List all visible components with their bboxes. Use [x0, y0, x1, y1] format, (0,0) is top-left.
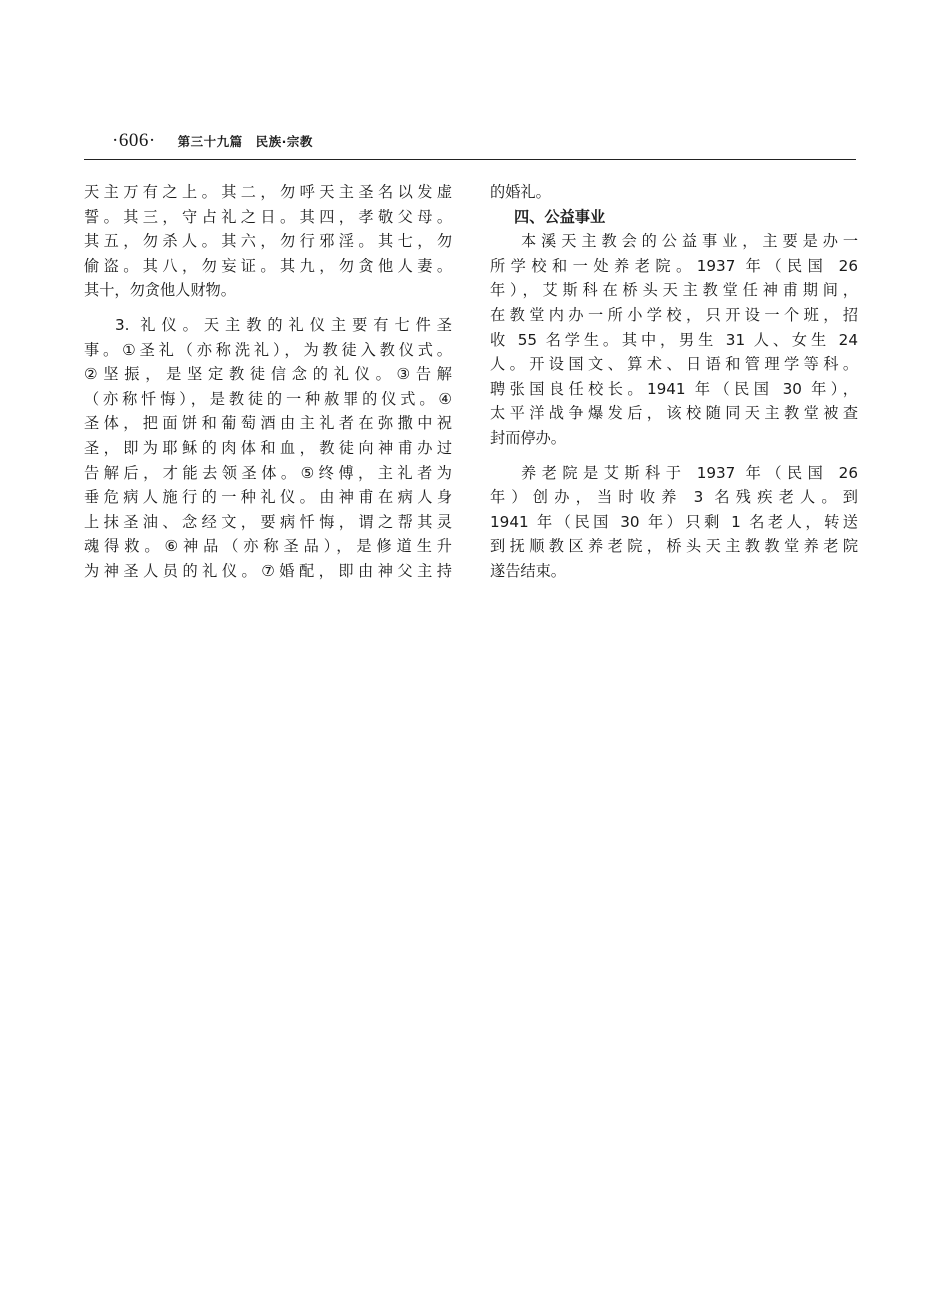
text-line: （亦称忏悔），是教徒的一种赦罪的仪式。④	[84, 389, 452, 408]
text-line: 天主万有之上。其二，勿呼天主圣名以发虚	[84, 183, 452, 201]
text-line: 1941 年（民国 30 年）只剩 1 名老人，转送	[490, 512, 858, 531]
text-line: 其十，勿贪他人财物。	[84, 281, 236, 300]
header-rule	[84, 159, 856, 160]
text-line: 誓。其三，守占礼之日。其四，孝敬父母。	[84, 207, 452, 226]
text-line: 圣体，把面饼和葡萄酒由主礼者在弥撒中祝	[84, 414, 452, 433]
text-line: 偷盗。其八，勿妄证。其九，勿贪他人妻。	[84, 256, 452, 275]
text-line: 封而停办。	[490, 428, 566, 447]
text-line: 年），艾斯科在桥头天主教堂任神甫期间，	[490, 281, 858, 300]
page-number: ·606·	[112, 130, 156, 151]
text-line: 魂得救。⑥神品（亦称圣品），是修道生升	[84, 537, 452, 556]
text-line: 告解后，才能去领圣体。⑤终傅，主礼者为	[84, 463, 452, 482]
text-line: 在教堂内办一所小学校，只开设一个班，招	[490, 305, 858, 324]
text-line: 到抚顺教区养老院，桥头天主教教堂养老院	[490, 537, 858, 556]
text-line: 事。①圣礼（亦称洗礼），为教徒入教仪式。	[84, 340, 452, 359]
text-line: 聘张国良任校长。1941 年（民国 30 年），	[490, 379, 858, 398]
text-line: 年）创办，当时收养 3 名残疾老人。到	[490, 488, 858, 507]
continuation-line: 的婚礼。	[490, 183, 551, 201]
text-line: 太平洋战争爆发后，该校随同天主教堂被查	[490, 404, 858, 423]
text-line: 本溪天主教会的公益事业，主要是办一	[521, 232, 858, 251]
text-line: 遂告结束。	[490, 561, 566, 580]
text-line: ②坚振，是坚定教徒信念的礼仪。③告解	[84, 365, 452, 384]
text-line: 为神圣人员的礼仪。⑦婚配，即由神父主持	[84, 561, 452, 580]
page-header	[112, 130, 313, 156]
commandments-paragraph	[84, 180, 452, 303]
text-line: 上抹圣油、念经文，要病忏悔，谓之帮其灵	[84, 512, 452, 531]
text-line: 养老院是艾斯科于 1937 年（民国 26	[521, 463, 858, 482]
text-line: 收 55 名学生。其中，男生 31 人、女生 24	[490, 330, 858, 349]
rites-paragraph	[84, 313, 452, 584]
section-heading: 四、公益事业	[514, 207, 606, 226]
text-line: 人。开设国文、算术、日语和管理学等科。	[490, 355, 858, 374]
text-line: 垂危病人施行的一种礼仪。由神甫在病人身	[84, 488, 452, 507]
section-title: 第三十九篇 民族·宗教	[177, 134, 313, 149]
left-column	[84, 180, 452, 584]
nursing-home-paragraph	[490, 461, 858, 584]
text-line: 圣，即为耶稣的肉体和血，教徒向神甫办过	[84, 438, 452, 457]
school-paragraph	[490, 229, 858, 450]
text-line: 3. 礼仪。天主教的礼仪主要有七件圣	[115, 315, 452, 334]
text-line: 其五，勿杀人。其六，勿行邪淫。其七，勿	[84, 232, 452, 251]
right-column	[490, 180, 858, 584]
text-line: 所学校和一处养老院。1937 年（民国 26	[490, 256, 858, 275]
